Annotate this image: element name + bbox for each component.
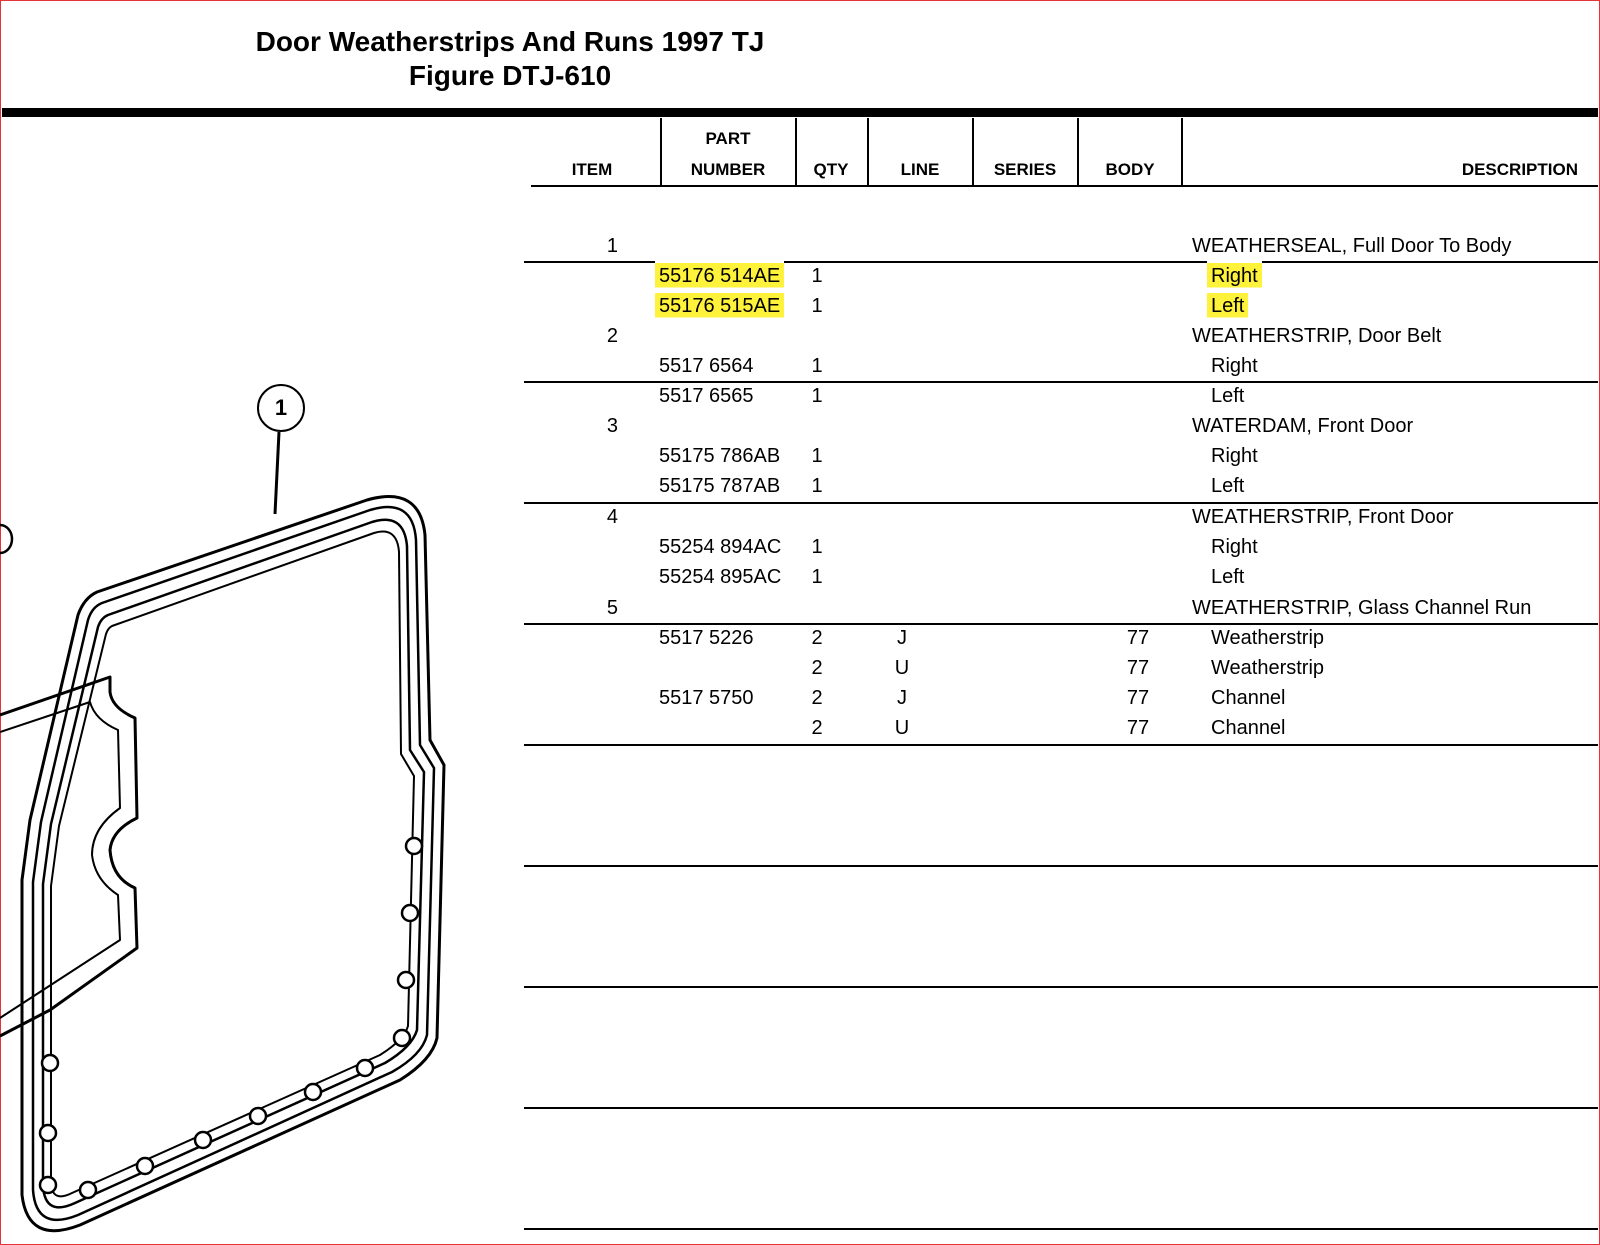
item-cell: 1	[606, 235, 618, 257]
table-row	[524, 381, 1598, 411]
description-cell: WATERDAM, Front Door	[1192, 415, 1414, 437]
column-header-series: SERIES	[993, 160, 1057, 179]
column-divider	[660, 118, 662, 186]
qty-cell: 1	[811, 385, 823, 407]
row-rule	[524, 1228, 1598, 1230]
part-number-cell: 55254 894AC	[659, 536, 782, 558]
qty-cell: 1	[811, 295, 823, 317]
description-cell: Channel	[1211, 717, 1286, 739]
description-cell: Right	[1211, 355, 1258, 377]
column-divider	[972, 118, 974, 186]
description-cell: Right	[1211, 536, 1258, 558]
column-header-item: ITEM	[571, 160, 613, 179]
item-cell: 4	[606, 506, 618, 528]
body-cell: 77	[1126, 717, 1150, 739]
description-cell: Left	[1211, 385, 1245, 407]
table-row	[524, 502, 1598, 532]
row-rule	[524, 986, 1598, 988]
column-header-description: DESCRIPTION	[1461, 160, 1578, 179]
qty-cell: 1	[811, 265, 823, 287]
part-number-cell: 5517 6565	[659, 385, 754, 407]
qty-cell: 2	[811, 687, 823, 709]
table-row	[524, 291, 1598, 321]
description-cell: Weatherstrip	[1211, 627, 1325, 649]
body-cell: 77	[1126, 687, 1150, 709]
description-cell: Left	[1211, 566, 1245, 588]
column-header-qty: QTY	[813, 160, 849, 179]
table-row	[524, 653, 1598, 683]
line-cell: J	[897, 687, 907, 709]
body-cell: 77	[1126, 657, 1150, 679]
header-rule	[2, 108, 1598, 117]
row-rule	[524, 865, 1598, 867]
column-divider	[1077, 118, 1079, 186]
part-number-cell: 5517 5750	[659, 687, 754, 709]
description-cell: WEATHERSTRIP, Glass Channel Run	[1192, 597, 1532, 619]
description-cell: Left	[1211, 475, 1245, 497]
figure-number: Figure DTJ-610	[408, 60, 612, 91]
qty-cell: 1	[811, 445, 823, 467]
description-cell: Weatherstrip	[1211, 657, 1325, 679]
qty-cell: 2	[811, 657, 823, 679]
item-cell: 5	[606, 597, 618, 619]
item-1-callout: 1	[257, 384, 305, 432]
table-row	[524, 562, 1598, 592]
part-number-cell: 55254 895AC	[659, 566, 782, 588]
part-number-cell: 55175 787AB	[659, 475, 781, 497]
table-row	[524, 411, 1598, 441]
column-header-number: NUMBER	[690, 160, 766, 179]
table-row	[524, 441, 1598, 471]
page-title: Door Weatherstrips And Runs 1997 TJ	[255, 26, 765, 57]
table-row	[524, 623, 1598, 653]
description-cell: Right	[1211, 445, 1258, 467]
part-number-cell: 5517 6564	[659, 355, 754, 377]
description-cell: WEATHERSTRIP, Door Belt	[1192, 325, 1442, 347]
line-cell: U	[894, 717, 910, 739]
qty-cell: 1	[811, 566, 823, 588]
table-row	[524, 261, 1598, 291]
line-cell: J	[897, 627, 907, 649]
qty-cell: 1	[811, 475, 823, 497]
table-row	[524, 351, 1598, 381]
description-cell: Channel	[1211, 687, 1286, 709]
table-row	[524, 532, 1598, 562]
column-divider	[1181, 118, 1183, 186]
item-cell: 3	[606, 415, 618, 437]
part-number-cell: 55175 786AB	[659, 445, 781, 467]
qty-cell: 2	[811, 627, 823, 649]
description-cell: WEATHERSEAL, Full Door To Body	[1192, 235, 1512, 257]
column-divider	[867, 118, 869, 186]
item-cell: 2	[606, 325, 618, 347]
table-row	[524, 593, 1598, 623]
body-cell: 77	[1126, 627, 1150, 649]
column-header-part: PART	[705, 129, 751, 148]
qty-cell: 1	[811, 536, 823, 558]
row-rule	[524, 744, 1598, 746]
row-rule	[524, 1107, 1598, 1109]
column-divider	[795, 118, 797, 186]
column-header-body: BODY	[1105, 160, 1155, 179]
table-row	[524, 713, 1598, 743]
line-cell: U	[894, 657, 910, 679]
qty-cell: 1	[811, 355, 823, 377]
table-row	[524, 321, 1598, 351]
part-number-cell: 55176 515AE	[655, 291, 784, 321]
table-row	[524, 231, 1598, 261]
table-row	[524, 683, 1598, 713]
description-cell: Left	[1207, 291, 1248, 321]
header-underline	[531, 185, 1598, 187]
column-header-line: LINE	[900, 160, 940, 179]
part-number-cell: 55176 514AE	[655, 261, 784, 291]
description-cell: WEATHERSTRIP, Front Door	[1192, 506, 1454, 528]
qty-cell: 2	[811, 717, 823, 739]
part-number-cell: 5517 5226	[659, 627, 754, 649]
door-weatherseal-drawing	[0, 380, 470, 1242]
table-row	[524, 471, 1598, 501]
description-cell: Right	[1207, 261, 1262, 291]
